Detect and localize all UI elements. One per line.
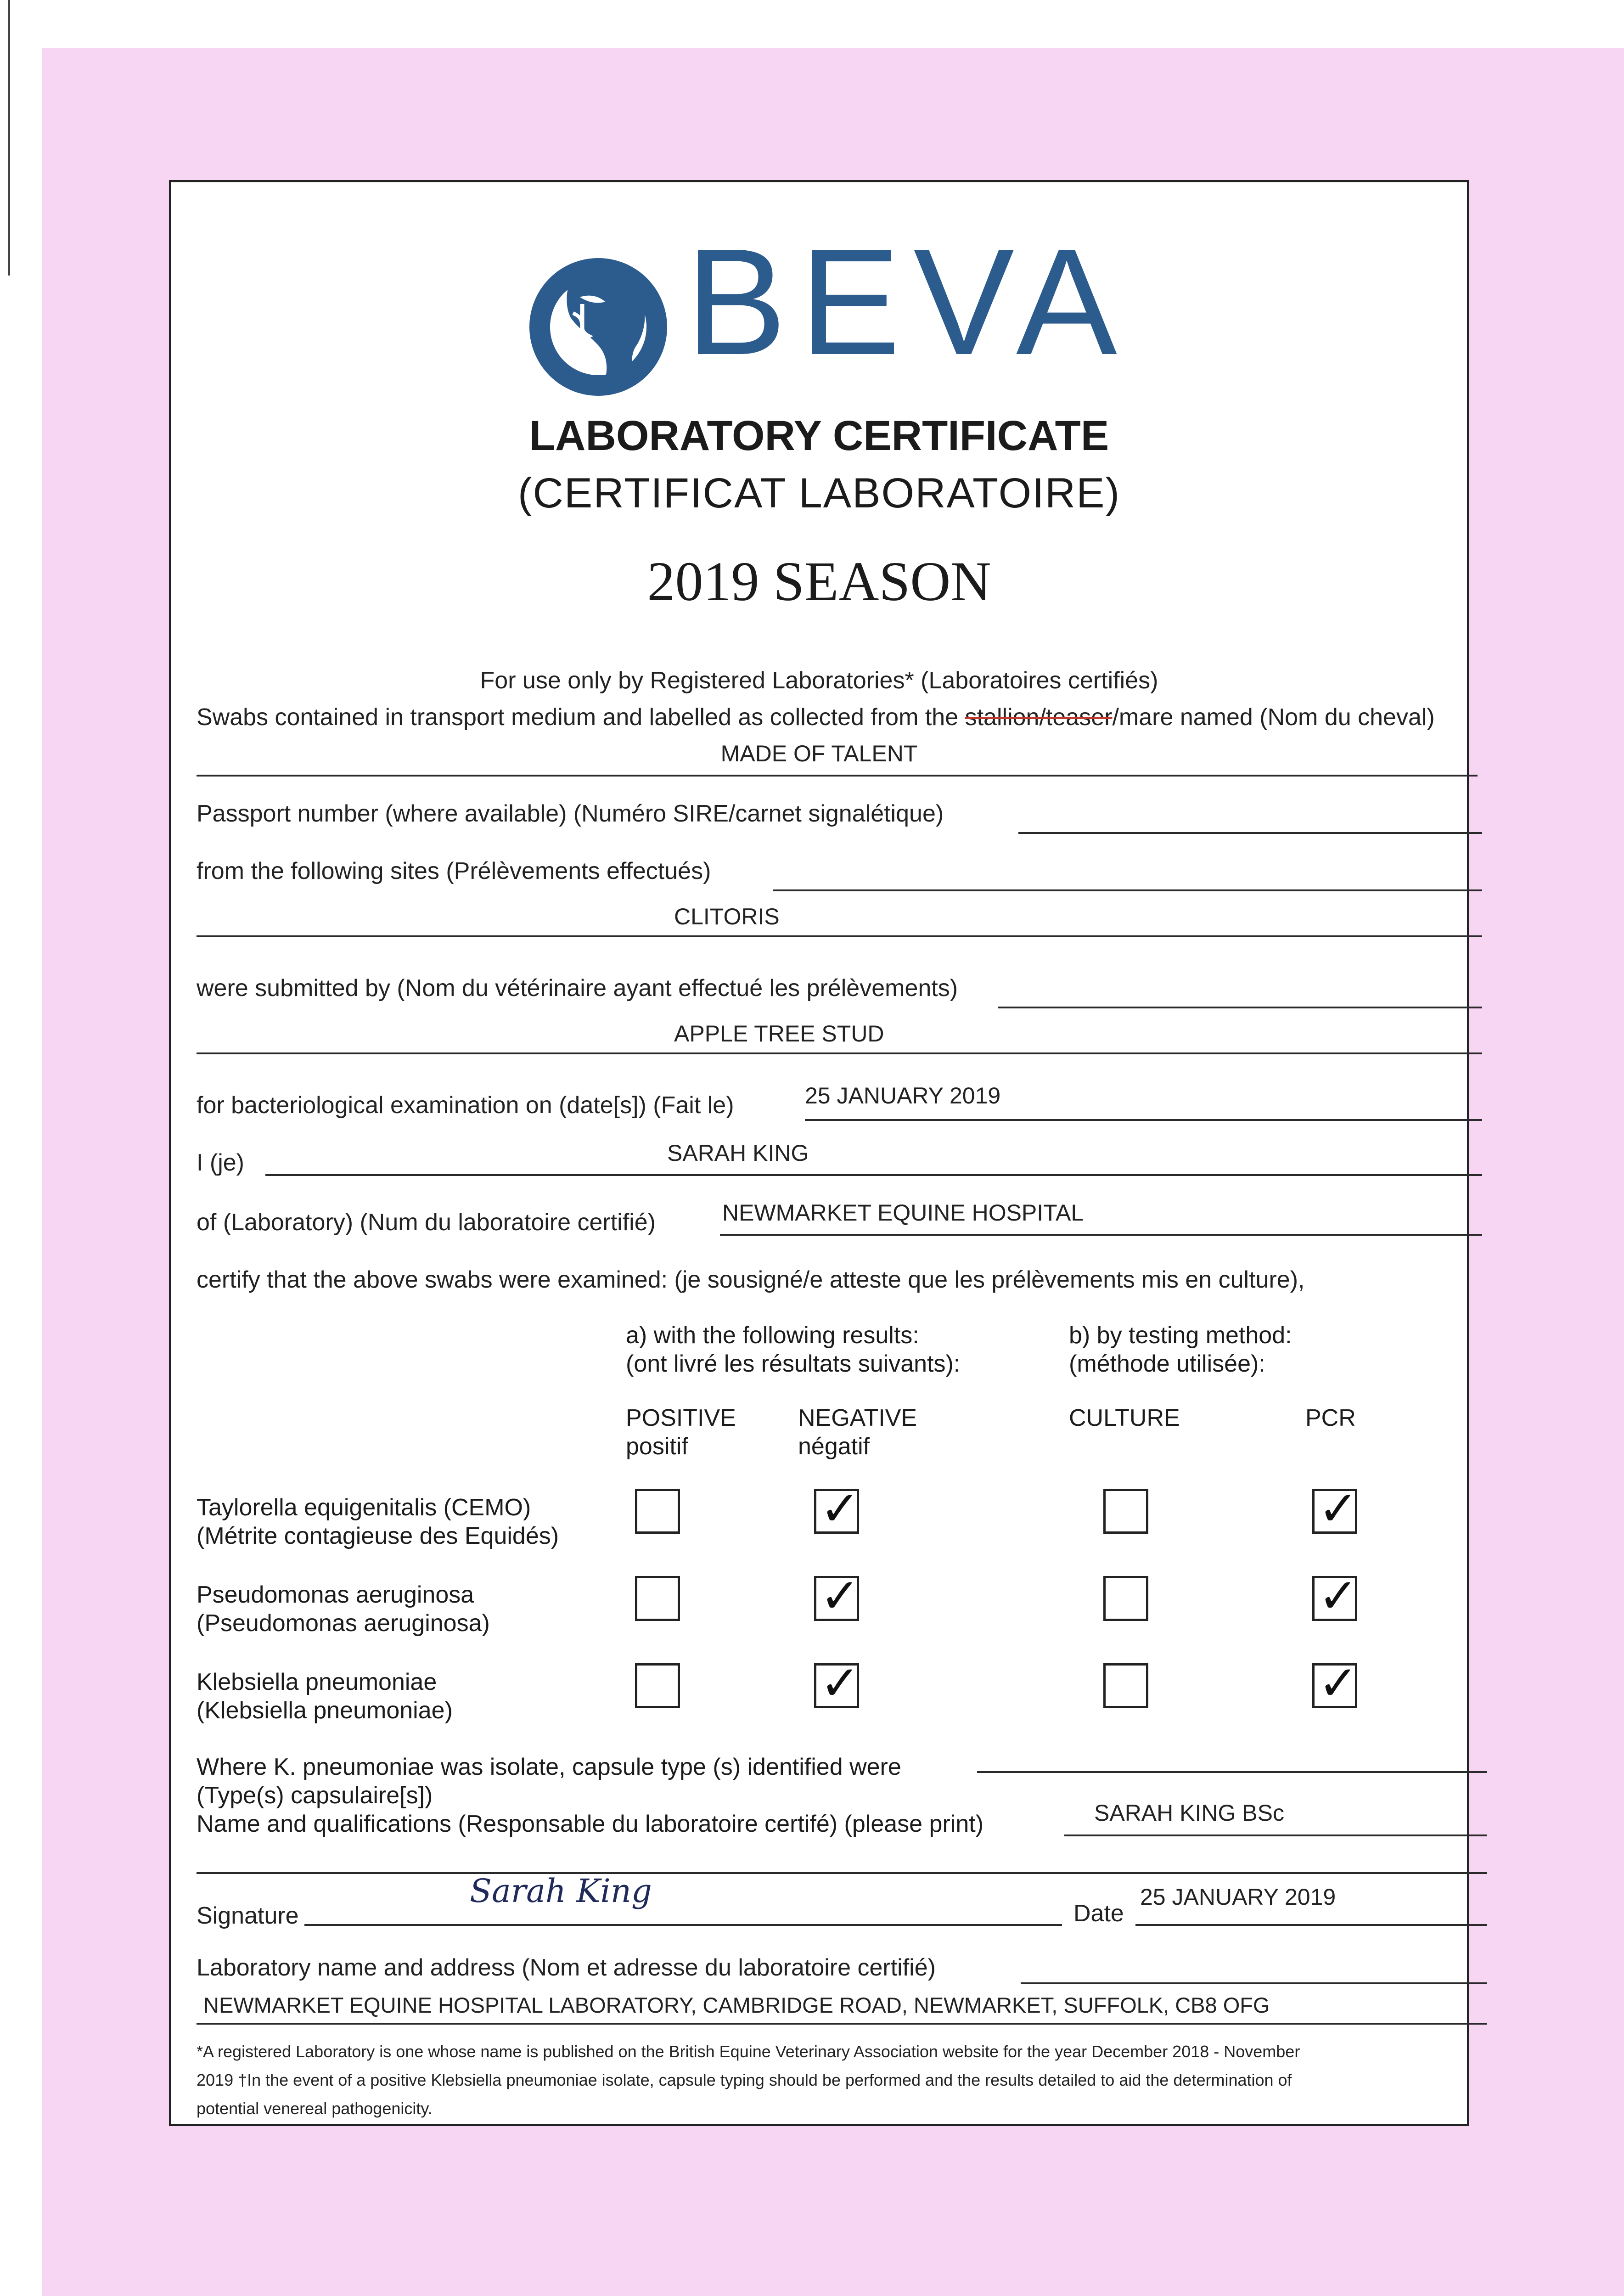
- examiner-value: SARAH KING: [667, 1140, 809, 1166]
- horse-name-line: [197, 775, 1478, 777]
- lab-address-label: Laboratory name and address (Nom et adresse du laboratoire certifié): [197, 1954, 936, 1981]
- tick-icon: ✓: [1318, 1480, 1359, 1536]
- date-value: 25 JANUARY 2019: [1140, 1884, 1336, 1910]
- pcr-column-header: PCR: [1305, 1405, 1356, 1431]
- submitted-by-line-2: [197, 1052, 1482, 1054]
- negative-label: NEGATIVE: [798, 1405, 917, 1431]
- certify-statement: certify that the above swabs were examined: (je sousigné/e atteste que les prélèvements mis en culture),: [197, 1266, 1305, 1293]
- sites-line-1: [773, 889, 1482, 891]
- footnote-line-2: 2019 †In the event of a positive Klebsiella pneumoniae isolate, capsule typing should be performed and the results detailed to aid the determination of: [197, 2071, 1292, 2089]
- logo-wordmark: BEVA: [686, 217, 1130, 386]
- passport-label: Passport number (where available) (Numéro SIRE/carnet signalétique): [197, 800, 944, 827]
- organism-name: Pseudomonas aeruginosa: [197, 1581, 474, 1608]
- capsule-label-fr: (Type(s) capsulaire[s]): [197, 1782, 433, 1809]
- results-header-a-line2: (ont livré les résultats suivants):: [626, 1351, 961, 1377]
- tick-icon: ✓: [1318, 1655, 1359, 1711]
- tick-icon: ✓: [1318, 1568, 1359, 1624]
- positive-checkbox[interactable]: [635, 1663, 680, 1708]
- intro-line-1: For use only by Registered Laboratories* (Laboratoires certifiés): [480, 667, 1158, 694]
- negative-checkbox[interactable]: [814, 1480, 860, 1536]
- qualifications-line-2: [197, 1872, 1487, 1874]
- positive-checkbox[interactable]: [635, 1489, 680, 1534]
- capsule-line: [977, 1771, 1487, 1773]
- sites-label: from the following sites (Prélèvements effectués): [197, 858, 711, 884]
- results-header-a-line1: a) with the following results:: [626, 1322, 919, 1349]
- lab-address-line-1: [1021, 1982, 1487, 1984]
- handwritten-signature: Sarah King: [470, 1872, 652, 1910]
- exam-date-label: for bacteriological examination on (date[s]) (Fait le): [197, 1092, 734, 1119]
- culture-checkbox[interactable]: [1103, 1663, 1148, 1708]
- culture-checkbox[interactable]: [1103, 1576, 1148, 1621]
- pcr-checkbox[interactable]: [1312, 1655, 1359, 1711]
- organism-name-fr: (Pseudomonas aeruginosa): [197, 1610, 490, 1637]
- positive-column-header: [626, 1404, 736, 1461]
- positive-checkbox[interactable]: [635, 1576, 680, 1621]
- organism-name: Taylorella equigenitalis (CEMO): [197, 1494, 531, 1521]
- laboratory-label: of (Laboratory) (Num du laboratoire certifié): [197, 1209, 656, 1236]
- pcr-checkbox[interactable]: [1312, 1480, 1359, 1536]
- tick-icon: ✓: [820, 1568, 860, 1624]
- results-header-a: [626, 1321, 960, 1378]
- laboratory-value: NEWMARKET EQUINE HOSPITAL: [722, 1200, 1084, 1226]
- negative-checkbox[interactable]: [814, 1568, 860, 1624]
- pcr-checkbox[interactable]: [1312, 1568, 1359, 1624]
- horse-name-value: MADE OF TALENT: [720, 741, 918, 766]
- positive-label: POSITIVE: [626, 1405, 736, 1431]
- sites-value: CLITORIS: [674, 904, 780, 929]
- intro-line-2-prefix: Swabs contained in transport medium and labelled as collected from the: [197, 704, 965, 731]
- footnote-line-1: *A registered Laboratory is one whose name is published on the British Equine Veterinary Association website for the year December 2018 - November: [197, 2042, 1300, 2061]
- season-heading: 2019 SEASON: [647, 551, 991, 613]
- laboratory-line: [720, 1234, 1482, 1236]
- culture-column-header: CULTURE: [1069, 1405, 1180, 1431]
- submitted-by-value: APPLE TREE STUD: [674, 1021, 884, 1047]
- organism-name-fr: (Klebsiella pneumoniae): [197, 1697, 453, 1724]
- qualifications-label: Name and qualifications (Responsable du laboratoire certifé) (please print): [197, 1811, 984, 1837]
- passport-line: [1018, 832, 1482, 834]
- results-header-b-line1: b) by testing method:: [1069, 1322, 1292, 1349]
- organism-name: Klebsiella pneumoniae: [197, 1669, 437, 1695]
- footnote-line-3: potential venereal pathogenicity.: [197, 2099, 433, 2118]
- results-header-b: [1069, 1321, 1292, 1378]
- qualifications-line: [1064, 1835, 1487, 1836]
- laboratory-certificate: [169, 180, 1469, 2126]
- certificate-subtitle: (CERTIFICAT LABORATOIRE): [517, 470, 1121, 517]
- exam-date-line: [805, 1119, 1482, 1121]
- scan-edge-mark: [8, 0, 10, 276]
- signature-line: [304, 1924, 1062, 1926]
- examiner-label: I (je): [197, 1149, 244, 1176]
- lab-address-value: NEWMARKET EQUINE HOSPITAL LABORATORY, CAMBRIDGE ROAD, NEWMARKET, SUFFOLK, CB8 OFG: [203, 1993, 1270, 2017]
- signature-label: Signature: [197, 1902, 299, 1929]
- horse-head-caduceus-logo-icon: [525, 253, 672, 400]
- examiner-line: [265, 1174, 1482, 1176]
- negative-fr-label: négatif: [798, 1433, 870, 1460]
- footnote: [197, 2037, 1300, 2123]
- capsule-label: Where K. pneumoniae was isolate, capsule type (s) identified were: [197, 1754, 901, 1780]
- tick-icon: ✓: [820, 1655, 860, 1711]
- negative-checkbox[interactable]: [814, 1655, 860, 1711]
- qualifications-value: SARAH KING BSc: [1094, 1800, 1284, 1826]
- date-label: Date: [1073, 1900, 1124, 1927]
- beva-logo: [525, 217, 1177, 391]
- organism-name-fr: (Métrite contagieuse des Equidés): [197, 1523, 559, 1549]
- certificate-title: LABORATORY CERTIFICATE: [529, 412, 1109, 459]
- struck-stallion-teaser: stallion/teaser: [965, 704, 1113, 731]
- intro-line-2: [197, 703, 1435, 731]
- sites-line-2: [197, 935, 1482, 937]
- culture-checkbox[interactable]: [1103, 1489, 1148, 1534]
- results-header-b-line2: (méthode utilisée):: [1069, 1351, 1265, 1377]
- negative-column-header: [798, 1404, 917, 1461]
- date-line: [1135, 1924, 1487, 1926]
- tick-icon: ✓: [820, 1480, 860, 1536]
- submitted-by-label: were submitted by (Nom du vétérinaire ayant effectué les prélèvements): [197, 975, 958, 1002]
- positive-fr-label: positif: [626, 1433, 688, 1460]
- intro-line-2-suffix: /mare named (Nom du cheval): [1112, 704, 1435, 731]
- submitted-by-line-1: [998, 1007, 1482, 1008]
- exam-date-value: 25 JANUARY 2019: [805, 1083, 1001, 1109]
- lab-address-line-2: [197, 2023, 1487, 2025]
